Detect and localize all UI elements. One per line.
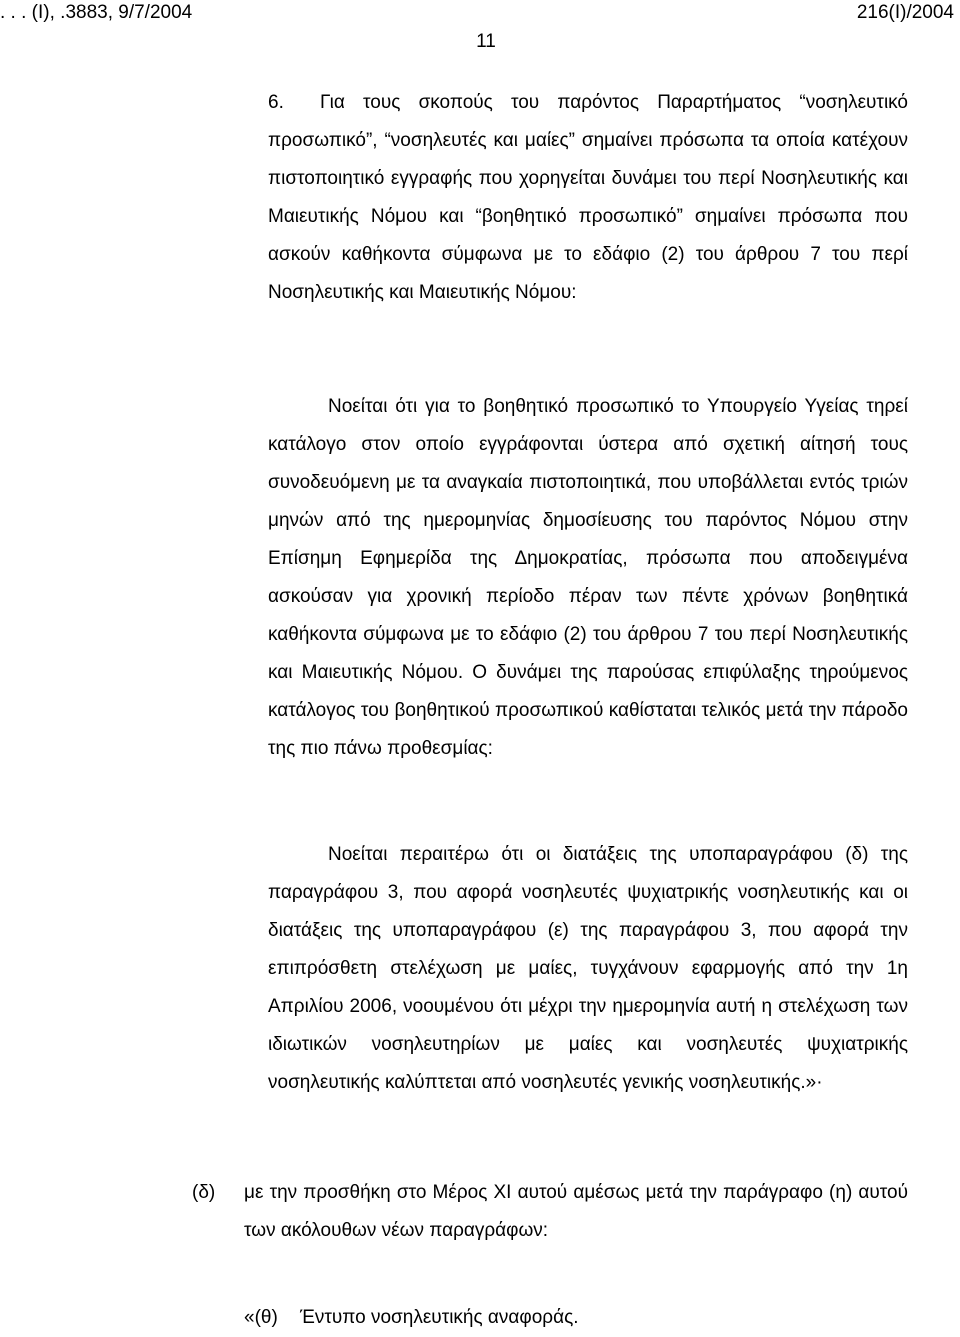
proviso-1 <box>268 388 908 768</box>
header-reference: . . . (Ι), .3883, 9/7/2004 <box>0 2 193 23</box>
subparagraph-theta-label: «(θ) <box>244 1307 278 1328</box>
proviso-2 <box>268 836 908 1102</box>
paragraph-d-text: με την προσθήκη στο Μέρος ΧΙ αυτού αμέσως μετά την παράγραφο (η) αυτού των ακόλουθων νέων παραγράφων: <box>244 1182 908 1241</box>
paragraph-number: 6. <box>268 92 284 113</box>
paragraph-d-label: (δ) <box>192 1182 216 1203</box>
paragraph-d <box>192 1174 908 1250</box>
header-law-number: 216(Ι)/2004 <box>856 2 954 23</box>
proviso-2-text: Νοείται περαιτέρω ότι οι διατάξεις της υποπαραγράφου (δ) της παραγράφου 3, που αφορά νοσηλευτές ψυχιατρικής νοσηλευτικής και οι διατάξεις της υποπαραγράφου (ε) της παραγράφου 3, που αφορά την επιπρόσθετη στελέχωση με μαίες, τυγχάνουν εφαρμογής από την 1η Απριλίου 2006, νοουμένου ότι μέχρι την ημερομηνία αυτή η στελέχωση των ιδιωτικών νοσηλευτηρίων με μαίες και νοσηλευτές ψυχιατρικής νοσηλευτικής καλύπτεται από νοσηλευτές γενικής νοσηλευτικής.»· <box>268 844 908 1093</box>
page-header <box>0 2 960 26</box>
subparagraph-theta-text: Έντυπο νοσηλευτικής αναφοράς. <box>300 1307 579 1328</box>
page-number: 11 <box>476 31 496 52</box>
paragraph-6 <box>268 84 908 312</box>
subparagraph-theta <box>244 1299 579 1337</box>
paragraph-6-text: Για τους σκοπούς του παρόντος Παραρτήματος “νοσηλευτικό προσωπικό”, “νοσηλευτές και μαίες” σημαίνει πρόσωπα τα οποία κατέχουν πιστοποιητικό εγγραφής που χορηγείται δυνάμει του περί Νοσηλευτικής και Μαιευτικής Νόμου και “βοηθητικό προσωπικό” σημαίνει πρόσωπα που ασκούν καθήκοντα σύμφωνα με το εδάφιο (2) του άρθρου 7 του περί Νοσηλευτικής και Μαιευτικής Νόμου: <box>268 92 908 303</box>
proviso-1-text: Νοείται ότι για το βοηθητικό προσωπικό το Υπουργείο Υγείας τηρεί κατάλογο στον οποίο εγγράφονται ύστερα από σχετική αίτησή τους συνοδευόμενη με τα αναγκαία πιστοποιητικά, που υποβάλλεται εντός τριών μηνών από της ημερομηνίας δημοσίευσης του παρόντος Νόμου στην Επίσημη Εφημερίδα της Δημοκρατίας, πρόσωπα που αποδειγμένα ασκούσαν για χρονική περίοδο πέραν των πέντε χρόνων βοηθητικά καθήκοντα σύμφωνα με το εδάφιο (2) του άρθρου 7 του περί Νοσηλευτικής και Μαιευτικής Νόμου. Ο δυνάμει της παρούσας επιφύλαξης τηρούμενος κατάλογος του βοηθητικού προσωπικού καθίσταται τελικός μετά την πάροδο της πιο πάνω προθεσμίας: <box>268 396 908 759</box>
